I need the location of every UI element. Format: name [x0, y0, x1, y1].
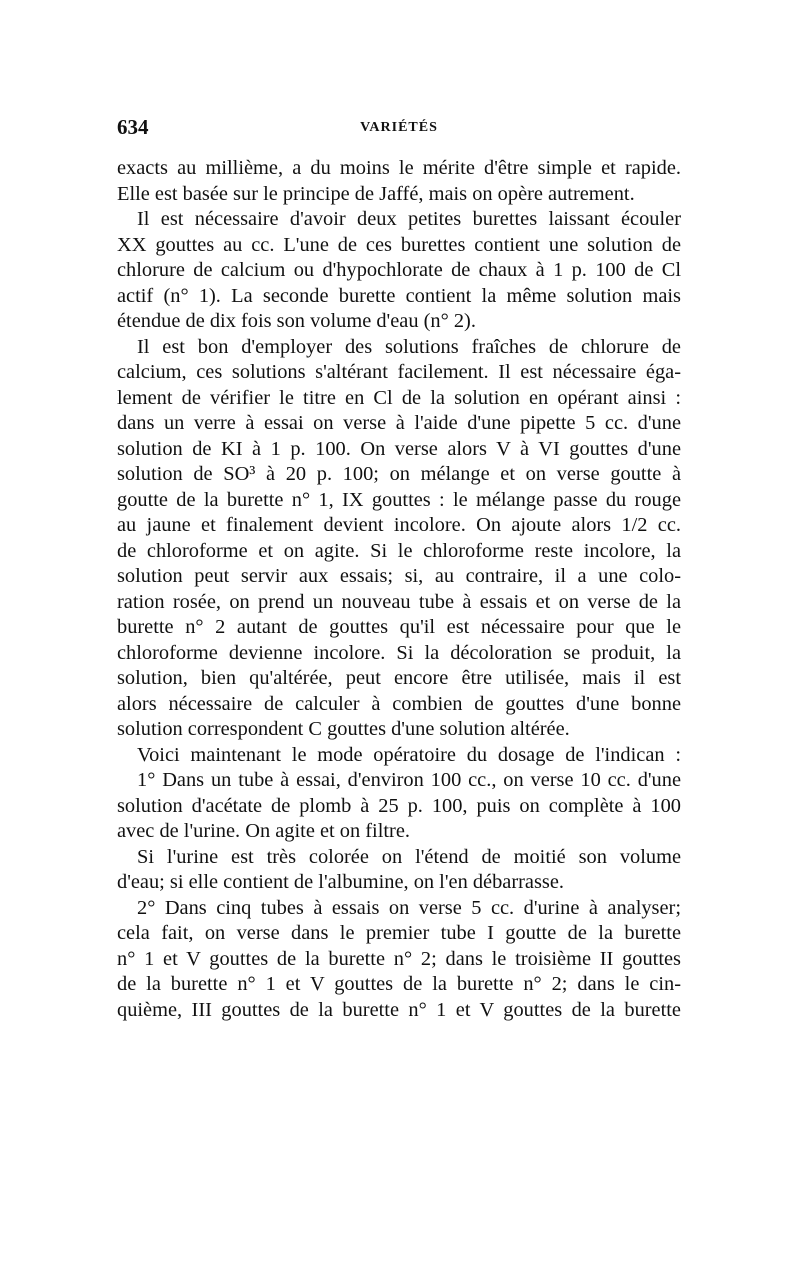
text-line: d'eau; si elle contient de l'albumine, on l'en débarrasse. [117, 871, 565, 893]
text-line: burette n° 2 autant de gouttes qu'il est nécessaire pour que le [117, 616, 681, 638]
text-line: goutte de la burette n° 1, IX gouttes : le mélange passe du rouge [117, 488, 681, 511]
text-line: solution peut servir aux essais; si, au contraire, il a une colo- [117, 565, 681, 587]
text-line: Il est nécessaire d'avoir deux petites burettes laissant écouler [137, 208, 681, 230]
text-line: solution, bien qu'altérée, peut encore être utilisée, mais il est [117, 667, 681, 689]
text-line: solution correspondent C gouttes d'une solution altérée. [117, 718, 570, 740]
text-line: au jaune et finalement devient incolore. On ajoute alors 1/2 cc. [117, 514, 681, 536]
text-line: solution de KI à 1 p. 100. On verse alors V à VI gouttes d'une [117, 437, 681, 460]
body-text [117, 156, 681, 1023]
text-line: de chloroforme et on agite. Si le chloroforme reste incolore, la [117, 539, 681, 562]
text-line: quième, III gouttes de la burette n° 1 et V gouttes de la burette [117, 998, 681, 1021]
text-line: ration rosée, on prend un nouveau tube à essais et on verse de la [117, 590, 681, 613]
text-line: 2° Dans cinq tubes à essais on verse 5 cc. d'urine à analyser; [137, 896, 681, 919]
text-line: étendue de dix fois son volume d'eau (n° 2). [117, 310, 476, 332]
page-number: 634 [117, 115, 149, 139]
text-line: 1° Dans un tube à essai, d'environ 100 cc., on verse 10 cc. d'une [137, 769, 681, 791]
text-line: solution de SO³ à 20 p. 100; on mélange et on verse goutte à [117, 463, 681, 485]
text-line: lement de vérifier le titre en Cl de la solution en opérant ainsi : [117, 386, 681, 409]
text-line: cela fait, on verse dans le premier tube I goutte de la burette [117, 922, 681, 944]
text-line: chloroforme devienne incolore. Si la décoloration se produit, la [117, 641, 681, 664]
text-line: n° 1 et V gouttes de la burette n° 2; dans le troisième II gouttes [117, 947, 681, 970]
text-line: Voici maintenant le mode opératoire du dosage de l'indican : [137, 743, 681, 766]
text-line: dans un verre à essai on verse à l'aide d'une pipette 5 cc. d'une [117, 412, 681, 434]
text-line: solution d'acétate de plomb à 25 p. 100, puis on complète à 100 [117, 794, 681, 817]
text-line: avec de l'urine. On agite et on filtre. [117, 820, 410, 842]
text-line: actif (n° 1). La seconde burette contient la même solution mais [117, 284, 681, 307]
text-line: Si l'urine est très colorée on l'étend de moitié son volume [137, 845, 681, 868]
text-line: Elle est basée sur le principe de Jaffé, mais on opère autrement. [117, 182, 635, 205]
text-line: alors nécessaire de calculer à combien de gouttes d'une bonne [117, 692, 681, 715]
text-line: Il est bon d'employer des solutions fraîches de chlorure de [137, 335, 681, 358]
text-line: XX gouttes au cc. L'une de ces burettes contient une solution de [117, 233, 681, 256]
page-header [117, 115, 681, 145]
text-line: calcium, ces solutions s'altérant facilement. Il est nécessaire éga- [117, 361, 681, 383]
text-line: exacts au millième, a du moins le mérite d'être simple et rapide. [117, 157, 681, 179]
text-line: de la burette n° 1 et V gouttes de la burette n° 2; dans le cin- [117, 973, 681, 995]
text-line: chlorure de calcium ou d'hypochlorate de chaux à 1 p. 100 de Cl [117, 259, 681, 281]
running-head: VARIÉTÉS [360, 120, 438, 135]
